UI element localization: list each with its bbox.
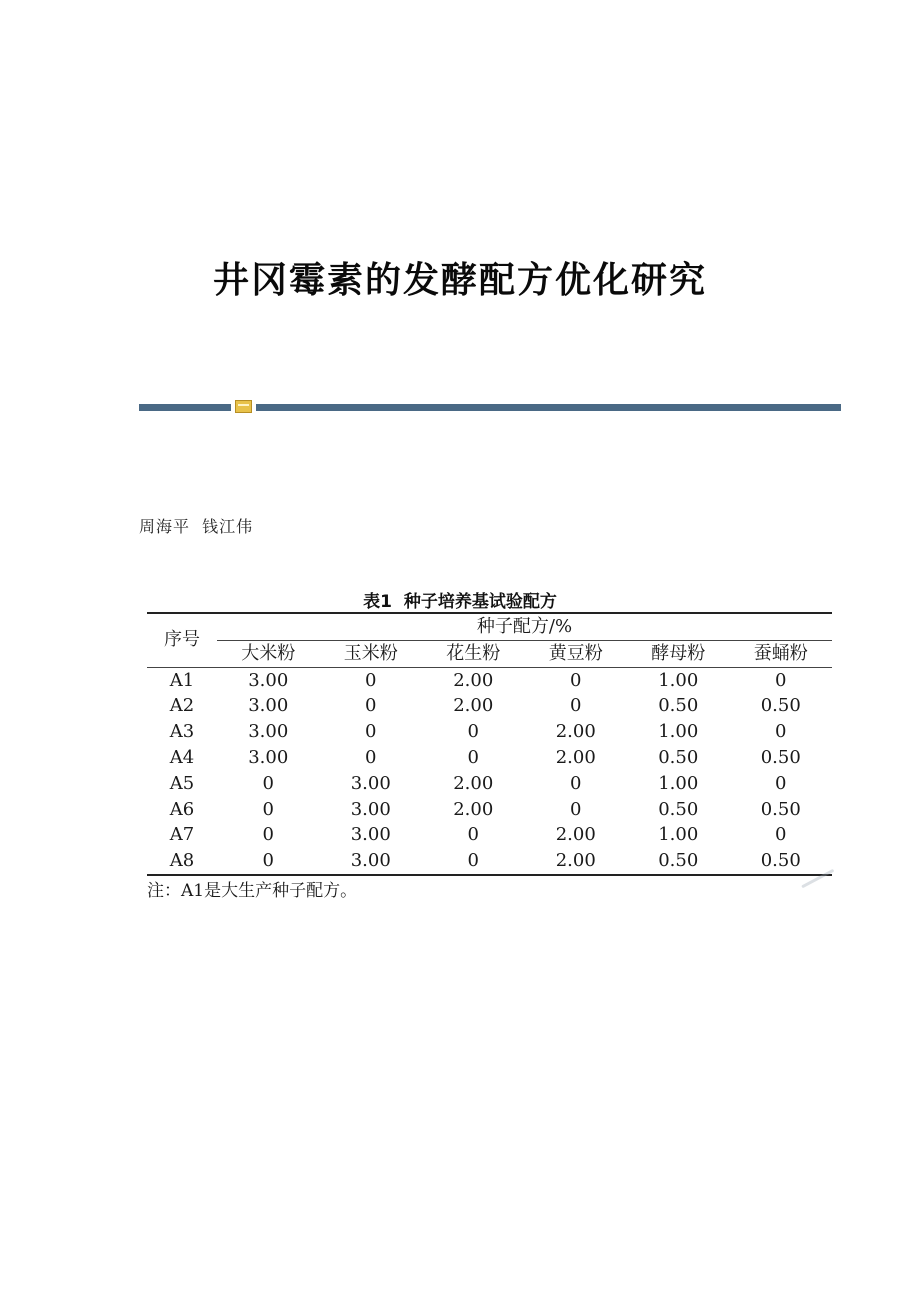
row-id-cell: A3: [169, 721, 195, 743]
table-cell: 0: [365, 721, 377, 743]
table-cell: 0: [467, 746, 479, 768]
column-header: 花生粉: [422, 640, 525, 667]
table-cell: 3.00: [248, 695, 289, 717]
column-header: 蚕蛹粉: [730, 640, 833, 667]
table-cell: 0: [262, 772, 274, 794]
row-id-cell: A4: [169, 746, 195, 768]
author-line: 周海平 钱江伟: [139, 517, 254, 536]
table-cell: 0: [262, 824, 274, 846]
divider-emblem-icon: [235, 400, 252, 413]
row-id-cell: A1: [169, 669, 195, 691]
table-cell: 2.00: [555, 824, 596, 846]
table-row: [147, 693, 832, 719]
table-row: [147, 848, 832, 875]
table-cell: 1.00: [658, 721, 699, 743]
table-cell: 0.50: [730, 848, 833, 875]
table-cell: 3.00: [248, 721, 289, 743]
column-header: 黄豆粉: [525, 640, 628, 667]
table-header-row-top: [147, 613, 832, 640]
table-cell: 0: [570, 772, 582, 794]
table-cell: 0: [365, 695, 377, 717]
table-cell: 2.00: [453, 798, 494, 820]
row-id-cell: A7: [169, 824, 195, 846]
formula-table: [147, 612, 832, 876]
table-row: [147, 745, 832, 771]
table-cell: 3.00: [320, 848, 423, 875]
row-header-cell: 序号: [147, 613, 217, 667]
table-cell: 0: [775, 824, 787, 846]
table-cell: 1.00: [658, 669, 699, 691]
table-row: [147, 667, 832, 693]
table-cell: 2.00: [453, 772, 494, 794]
table-cell: 2.00: [525, 848, 628, 875]
row-id-cell: A8: [147, 848, 217, 875]
section-divider: [139, 403, 841, 412]
table-cell: 0.50: [658, 746, 699, 768]
table-cell: 1.00: [658, 824, 699, 846]
row-id-cell: A6: [169, 798, 195, 820]
table-cell: 2.00: [453, 695, 494, 717]
table-cell: 2.00: [555, 721, 596, 743]
table-cell: 0: [422, 848, 525, 875]
column-header: 玉米粉: [320, 640, 423, 667]
table-cell: 0.50: [760, 695, 801, 717]
table-cell: 0: [217, 848, 320, 875]
row-id-cell: A2: [169, 695, 195, 717]
table-cell: 0.50: [658, 695, 699, 717]
column-header: 大米粉: [217, 640, 320, 667]
table-cell: 0: [775, 721, 787, 743]
table-note: 注：A1是大生产种子配方。: [147, 881, 358, 901]
table-row: [147, 771, 832, 797]
table-cell: 3.00: [350, 772, 391, 794]
table-caption: 表1 种子培养基试验配方: [363, 592, 557, 612]
table-cell: 0.50: [760, 746, 801, 768]
group-header-cell: 种子配方/%: [217, 613, 832, 640]
divider-bar-left: [139, 404, 231, 411]
table-cell: 0.50: [760, 798, 801, 820]
table-container: [147, 612, 832, 876]
table-cell: 0.50: [627, 848, 730, 875]
table-cell: 0: [570, 798, 582, 820]
table-cell: 0: [570, 695, 582, 717]
table-cell: 3.00: [248, 746, 289, 768]
table-cell: 2.00: [453, 669, 494, 691]
table-cell: 0: [262, 798, 274, 820]
row-id-cell: A5: [169, 772, 195, 794]
table-cell: 3.00: [248, 669, 289, 691]
divider-bar-right: [256, 404, 841, 411]
table-cell: 0.50: [658, 798, 699, 820]
table-cell: 2.00: [555, 746, 596, 768]
table-cell: 1.00: [658, 772, 699, 794]
table-row: [147, 797, 832, 823]
table-cell: 0: [775, 669, 787, 691]
table-cell: 0: [467, 721, 479, 743]
column-header: 酵母粉: [627, 640, 730, 667]
table-cell: 0: [467, 824, 479, 846]
table-row: [147, 719, 832, 745]
table-cell: 0: [365, 669, 377, 691]
table-cell: 0: [365, 746, 377, 768]
table-cell: 3.00: [350, 824, 391, 846]
table-cell: 0: [775, 772, 787, 794]
table-row: [147, 822, 832, 848]
table-cell: 3.00: [350, 798, 391, 820]
document-title: 井冈霉素的发酵配方优化研究: [212, 259, 707, 302]
table-cell: 0: [570, 669, 582, 691]
table-header-row-columns: [147, 640, 832, 667]
